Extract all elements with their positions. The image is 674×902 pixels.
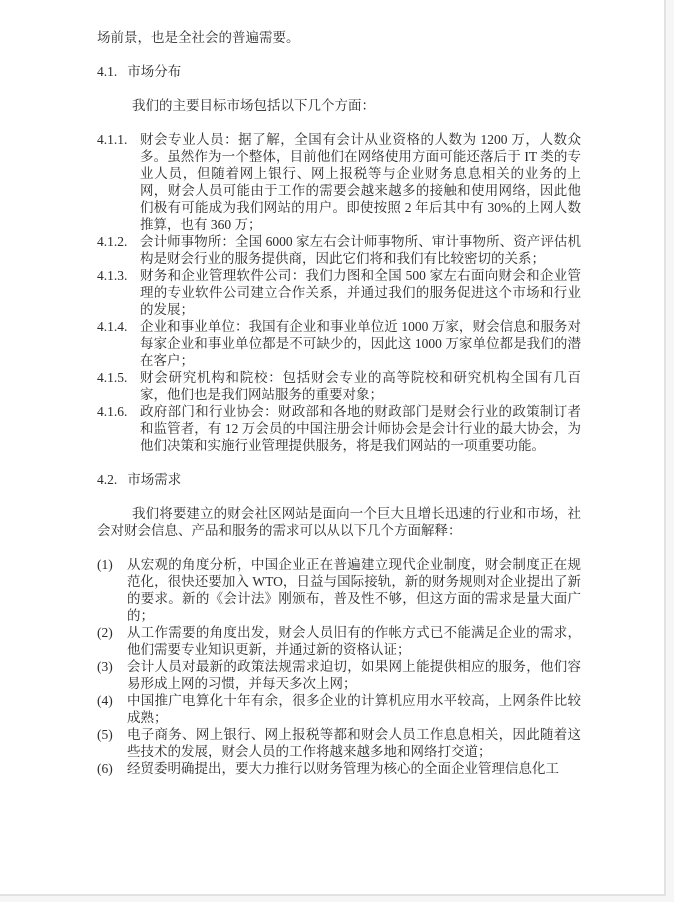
- list-item-number: (2): [97, 625, 113, 640]
- section-number: 4.2.: [97, 472, 118, 487]
- market-demand-list: [97, 556, 581, 777]
- list-item-text: 从宏观的角度分析，中国企业正在普遍建立现代企业制度，财会制度正在规范化，很快还要加入 WTO，日益与国际接轨，新的财务规则对企业提出了新的要求。新的《会计法》刚颁布，普及性不够，但这方面的需求是量大面广的；: [127, 557, 581, 623]
- list-item-number: (1): [97, 557, 113, 572]
- section-heading-4-1: [97, 63, 581, 80]
- list-item: [97, 318, 581, 369]
- list-item-number: 4.1.4.: [97, 319, 128, 334]
- list-item: [97, 403, 581, 454]
- page-content: [97, 29, 581, 777]
- list-item: [97, 369, 581, 403]
- list-item-text: 财会专业人员：据了解，全国有会计从业资格的人数为 1200 万，人数众多。虽然作为一个整体，目前他们在网络使用方面可能还落后于 IT 类的专业人员，但随着网上银行、网上报税等与企业财务息息相关的业务的上网，财会人员可能由于工作的需要会越来越多的接触和使用网络，因此他们极有可能成为我们网站的用户。即使按照 2 年后其中有 30%的上网人数推算，也有 360 万；: [140, 132, 581, 232]
- list-item: [97, 726, 581, 760]
- section-4-2-lead: 我们将要建立的财会社区网站是面向一个巨大且增长迅速的行业和市场，社会对财会信息、产品和服务的需求可以从以下几个方面解释：: [97, 506, 581, 538]
- list-item-text: 电子商务、网上银行、网上报税等都和财会人员工作息息相关，因此随着这些技术的发展，财会人员的工作将越来越多地和网络打交道；: [127, 727, 581, 759]
- list-item-text: 财会研究机构和院校：包括财会专业的高等院校和研究机构全国有几百家，他们也是我们网站服务的重要对象；: [140, 370, 581, 402]
- list-item: [97, 692, 581, 726]
- list-item: [97, 267, 581, 318]
- list-item: [97, 556, 581, 624]
- list-item-number: 4.1.5.: [97, 370, 128, 385]
- continuation-paragraph: 场前景，也是全社会的普遍需要。: [97, 30, 300, 45]
- list-item-text: 从工作需要的角度出发，财会人员旧有的作帐方式已不能满足企业的需求，他们需要专业知识更新，并通过新的资格认证；: [127, 625, 581, 657]
- list-item-text: 经贸委明确提出，要大力推行以财务管理为核心的全面企业管理信息化工: [127, 761, 559, 776]
- list-item: [97, 760, 581, 777]
- list-item-number: (4): [97, 693, 113, 708]
- list-item-text: 会计人员对最新的政策法规需求迫切，如果网上能提供相应的服务，他们容易形成上网的习惯，并每天多次上网；: [127, 659, 581, 691]
- market-distribution-list: [97, 131, 581, 454]
- list-item: [97, 658, 581, 692]
- list-item-number: 4.1.2.: [97, 234, 128, 249]
- list-item-text: 企业和事业单位：我国有企业和事业单位近 1000 万家，财会信息和服务对每家企业和事业单位都是不可缺少的，因此这 1000 万家单位都是我们的潜在客户；: [140, 319, 581, 368]
- list-item-text: 财务和企业管理软件公司：我们力图和全国 500 家左右面向财会和企业管理的专业软件公司建立合作关系，并通过我们的服务促进这个市场和行业的发展；: [140, 268, 581, 317]
- section-number: 4.1.: [97, 64, 118, 79]
- list-item-number: 4.1.3.: [97, 268, 128, 283]
- list-item: [97, 233, 581, 267]
- list-item-text: 政府部门和行业协会：财政部和各地的财政部门是财会行业的政策制订者和监管者，有 12 万会员的中国注册会计师协会是会计行业的最大协会，为他们决策和实施行业管理提供服务，将是我们网站的一项重要功能。: [140, 404, 581, 453]
- list-item-number: (6): [97, 761, 113, 776]
- list-item-text: 中国推广电算化十年有余，很多企业的计算机应用水平较高，上网条件比较成熟；: [127, 693, 581, 725]
- section-heading-4-2: [97, 471, 581, 488]
- section-title: 市场分布: [127, 64, 182, 79]
- section-title: 市场需求: [127, 472, 182, 487]
- list-item: [97, 624, 581, 658]
- list-item-number: 4.1.6.: [97, 404, 128, 419]
- section-4-1-lead: 我们的主要目标市场包括以下几个方面：: [132, 98, 375, 113]
- list-item-number: (3): [97, 659, 113, 674]
- list-item-text: 会计师事物所：全国 6000 家左右会计师事物所、审计事物所、资产评估机构是财会行业的服务提供商，因此它们将和我们有比较密切的关系；: [140, 234, 581, 266]
- list-item-number: 4.1.1.: [97, 132, 128, 147]
- list-item-number: (5): [97, 727, 113, 742]
- list-item: [97, 131, 581, 233]
